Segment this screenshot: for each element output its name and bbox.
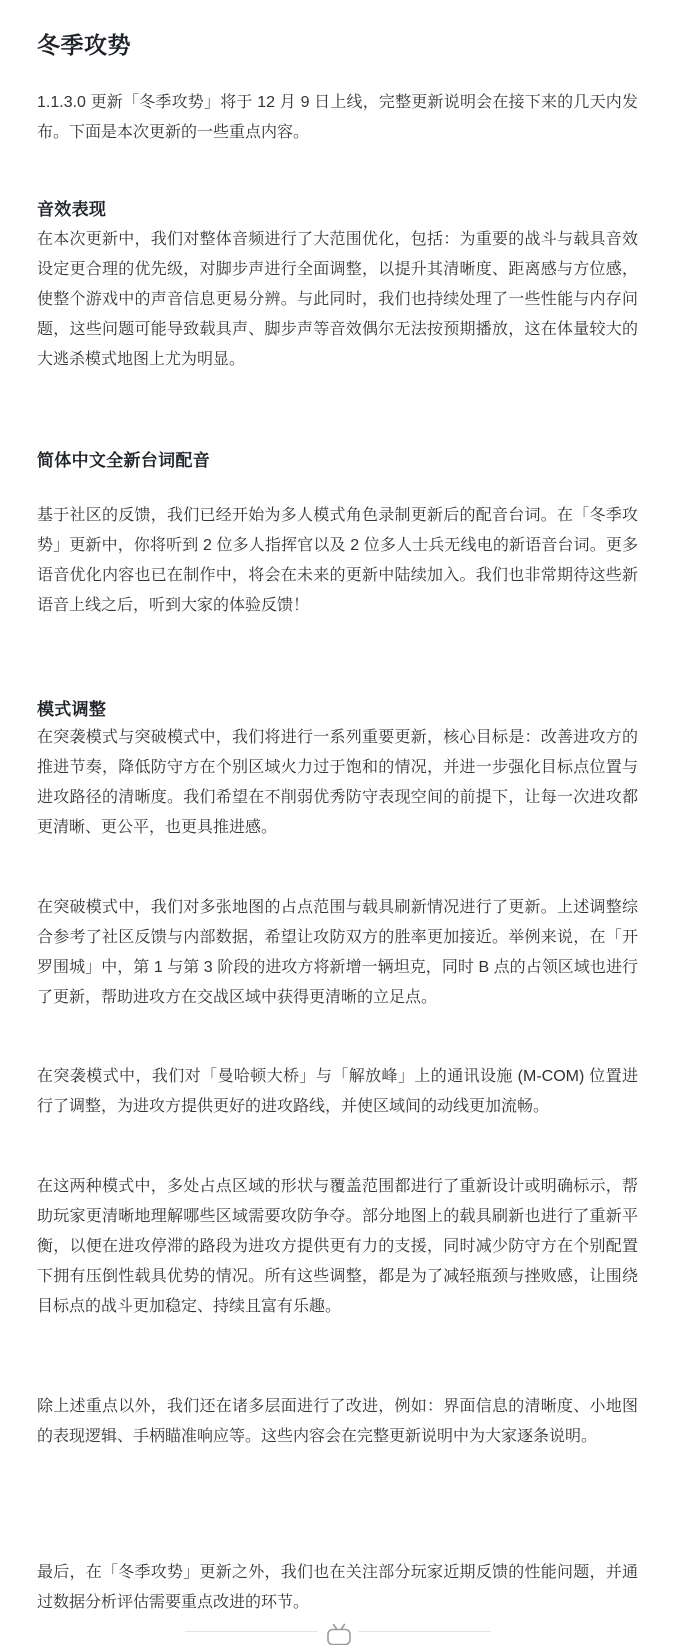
paragraph-modes-overview: 在突袭模式与突破模式中，我们将进行一系列重要更新，核心目标是：改善进攻方的推进节奏，降低防守方在个别区域火力过于饱和的情况，并进一步强化目标点位置与进攻路径的清晰度。我们希望在不削弱优秀防守表现空间的前提下，让每一次进攻都更清晰、更公平，也更具推进感。 (37, 729, 638, 836)
paragraph-both-modes-changes: 在这两种模式中，多处占点区域的形状与覆盖范围都进行了重新设计或明确标示，帮助玩家更清晰地理解哪些区域需要攻防争夺。部分地图上的载具刷新也进行了重新平衡，以便在进攻停滞的路段为进攻方提供更有力的支援，同时减少防守方在个别配置下拥有压倒性载具优势的情况。所有这些调整，都是为了减轻瓶颈与挫败感，让围绕目标点的战斗更加稳定、持续且富有乐趣。 (37, 1178, 638, 1315)
divider-line-right (358, 1631, 491, 1632)
section-heading-modes: 模式调整 (37, 700, 107, 719)
section-heading-audio: 音效表现 (37, 200, 107, 219)
paragraph-rush-changes: 在突袭模式中，我们对「曼哈顿大桥」与「解放峰」上的通讯设施 (M-COM) 位置进行了调整，为进攻方提供更好的进攻路线，并使区域间的动线更加流畅。 (37, 1068, 638, 1115)
paragraph-other-improvements: 除上述重点以外，我们还在诸多层面进行了改进，例如：界面信息的清晰度、小地图的表现逻辑、手柄瞄准响应等。这些内容会在完整更新说明中为大家逐条说明。 (37, 1398, 638, 1445)
paragraph-audio: 在本次更新中，我们对整体音频进行了大范围优化，包括：为重要的战斗与载具音效设定更合理的优先级，对脚步声进行全面调整，以提升其清晰度、距离感与方位感，使整个游戏中的声音信息更易分辨。与此同时，我们也持续处理了一些性能与内存问题，这些问题可能导致载具声、脚步声等音效偶尔无法按预期播放，这在体量较大的大逃杀模式地图上尤为明显。 (37, 231, 638, 368)
end-of-article-divider (0, 1623, 673, 1637)
intro-paragraph: 1.1.3.0 更新「冬季攻势」将于 12 月 9 日上线，完整更新说明会在接下来的几天内发布。下面是本次更新的一些重点内容。 (37, 94, 638, 141)
paragraph-performance-note: 最后，在「冬季攻势」更新之外，我们也在关注部分玩家近期反馈的性能问题，并通过数据分析评估需要重点改进的环节。 (37, 1564, 638, 1611)
paragraph-breakthrough-changes: 在突破模式中，我们对多张地图的占点范围与载具刷新情况进行了更新。上述调整综合参考了社区反馈与内部数据，希望让攻防双方的胜率更加接近。举例来说，在「开罗围城」中，第 1 与第 3 阶段的进攻方将新增一辆坦克，同时 B 点的占领区域也进行了更新，帮助进攻方在交战区域中获得更清晰的立足点。 (37, 899, 638, 1006)
tv-icon (326, 1623, 352, 1645)
paragraph-voiceover: 基于社区的反馈，我们已经开始为多人模式角色录制更新后的配音台词。在「冬季攻势」更新中，你将听到 2 位多人指挥官以及 2 位多人士兵无线电的新语音台词。更多语音优化内容也已在制作中，将会在未来的更新中陆续加入。我们也非常期待这些新语音上线之后，听到大家的体验反馈！ (37, 507, 638, 614)
divider-line-left (185, 1631, 318, 1632)
section-heading-voiceover: 简体中文全新台词配音 (37, 451, 210, 470)
article-title: 冬季攻势 (37, 32, 131, 58)
